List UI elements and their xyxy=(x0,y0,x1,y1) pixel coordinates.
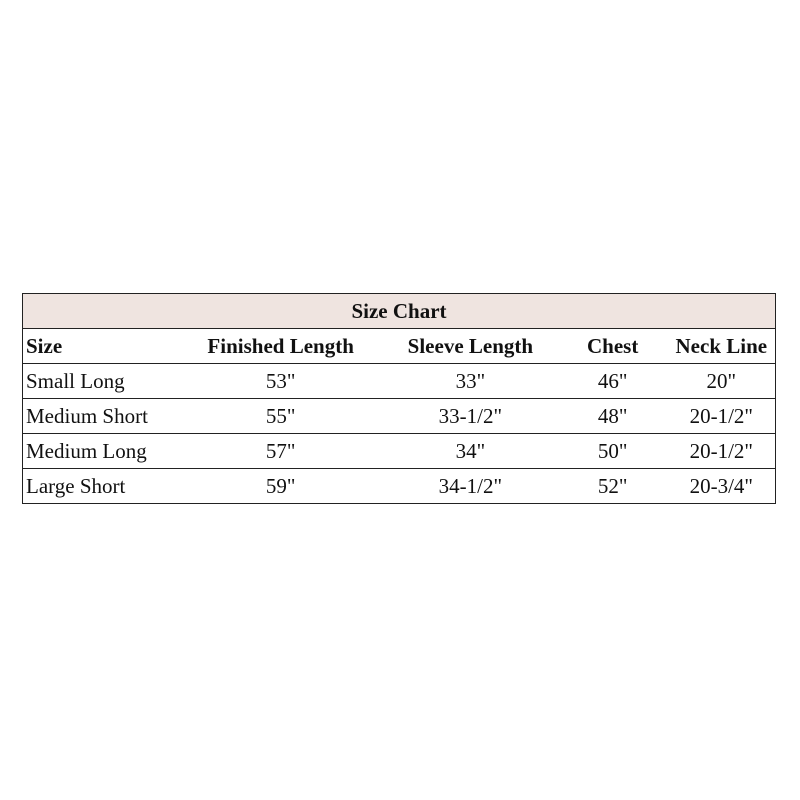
column-header-neck-line: Neck Line xyxy=(668,329,776,364)
size-cell: Small Long xyxy=(23,364,179,399)
column-header-chest: Chest xyxy=(558,329,668,364)
table-row xyxy=(23,399,776,434)
size-chart-table xyxy=(22,293,776,504)
neck-line-cell: 20-3/4" xyxy=(668,469,776,504)
size-cell: Large Short xyxy=(23,469,179,504)
finished-length-cell: 55" xyxy=(178,399,383,434)
neck-line-cell: 20" xyxy=(668,364,776,399)
finished-length-cell: 57" xyxy=(178,434,383,469)
column-header-finished-length: Finished Length xyxy=(178,329,383,364)
table-row xyxy=(23,469,776,504)
size-cell: Medium Long xyxy=(23,434,179,469)
neck-line-cell: 20-1/2" xyxy=(668,434,776,469)
chest-cell: 48" xyxy=(558,399,668,434)
title-row xyxy=(23,294,776,329)
chest-cell: 52" xyxy=(558,469,668,504)
finished-length-cell: 59" xyxy=(178,469,383,504)
chest-cell: 46" xyxy=(558,364,668,399)
neck-line-cell: 20-1/2" xyxy=(668,399,776,434)
finished-length-cell: 53" xyxy=(178,364,383,399)
column-header-size: Size xyxy=(23,329,179,364)
sleeve-length-cell: 33-1/2" xyxy=(383,399,558,434)
column-header-sleeve-length: Sleeve Length xyxy=(383,329,558,364)
table-row xyxy=(23,364,776,399)
sleeve-length-cell: 34-1/2" xyxy=(383,469,558,504)
sleeve-length-cell: 33" xyxy=(383,364,558,399)
table-row xyxy=(23,434,776,469)
size-cell: Medium Short xyxy=(23,399,179,434)
header-row xyxy=(23,329,776,364)
table-title: Size Chart xyxy=(23,294,776,329)
sleeve-length-cell: 34" xyxy=(383,434,558,469)
chest-cell: 50" xyxy=(558,434,668,469)
